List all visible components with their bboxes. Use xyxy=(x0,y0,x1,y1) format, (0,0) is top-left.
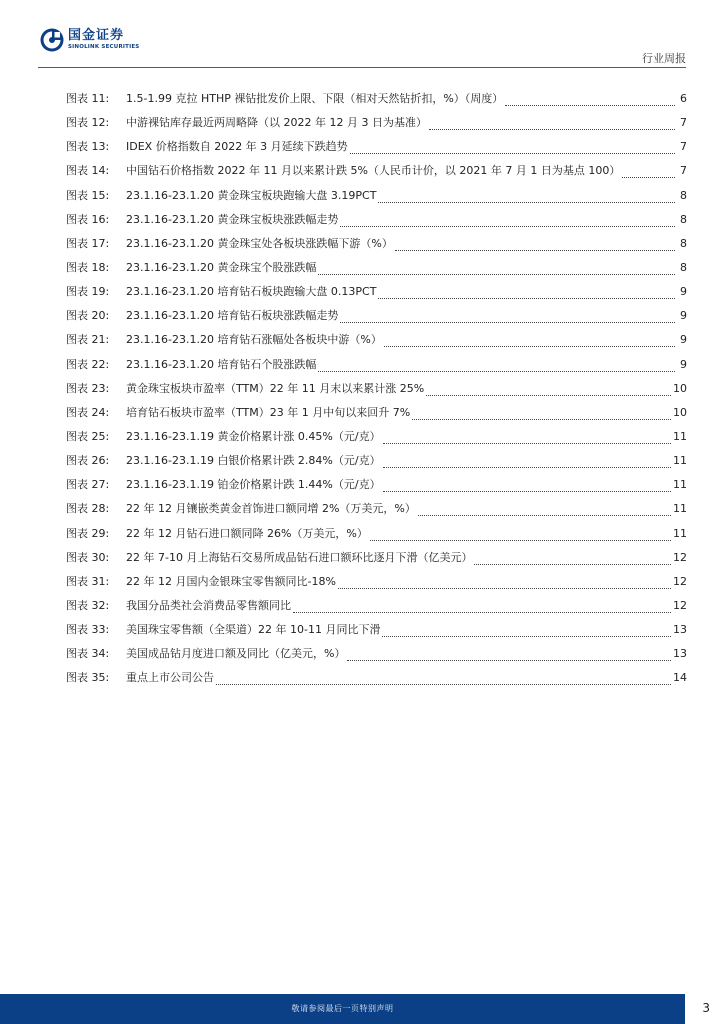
toc-entry-page: 13 xyxy=(673,623,687,637)
toc-entry-label: 图表 18: xyxy=(66,260,110,274)
disclaimer-note: 敬请参阅最后一页特别声明 xyxy=(291,1004,394,1013)
toc-entry-title: 黄金珠宝板块市盈率（TTM）22 年 11 月末以来累计涨 25% xyxy=(126,381,425,395)
toc-entry[interactable] xyxy=(66,331,687,355)
toc-entry-title: 重点上市公司公告 xyxy=(126,671,214,685)
toc-entry-page: 11 xyxy=(673,429,687,443)
toc-leader-dots xyxy=(378,297,675,299)
toc-entry-title: 22 年 12 月镶嵌类黄金首饰进口额同增 2%（万美元，%） xyxy=(126,502,416,516)
toc-leader-dots xyxy=(622,176,675,178)
toc-entry-page: 11 xyxy=(673,454,687,468)
logo-chinese-name: 国金证券 xyxy=(68,28,125,44)
toc-leader-dots xyxy=(350,152,675,154)
toc-leader-dots xyxy=(216,683,671,685)
toc-entry-label: 图表 17: xyxy=(66,236,110,250)
toc-entry-page: 9 xyxy=(680,285,687,299)
toc-entry-title: 22 年 12 月钻石进口额同降 26%（万美元，%） xyxy=(126,526,368,540)
toc-entry-label: 图表 26: xyxy=(66,454,110,468)
company-logo xyxy=(40,28,139,52)
toc-entry-title: 23.1.16-23.1.19 白银价格累计跌 2.84%（元/克） xyxy=(126,454,381,468)
toc-entry[interactable] xyxy=(66,307,687,331)
logo-english-name: SINOLINK SECURITIES xyxy=(68,44,140,51)
toc-entry-page: 10 xyxy=(673,405,687,419)
toc-entry-label: 图表 32: xyxy=(66,598,110,612)
toc-entry[interactable] xyxy=(66,114,687,138)
toc-leader-dots xyxy=(383,466,671,468)
toc-entry-title: 23.1.16-23.1.20 培育钻石个股涨跌幅 xyxy=(126,357,317,371)
toc-entry[interactable] xyxy=(66,259,687,283)
toc-entry[interactable] xyxy=(66,669,687,693)
toc-leader-dots xyxy=(383,490,671,492)
toc-entry-title: 23.1.16-23.1.20 培育钻石涨幅处各板块中游（%） xyxy=(126,333,382,347)
toc-entry[interactable] xyxy=(66,404,687,428)
toc-entry-title: 培育钻石板块市盈率（TTM）23 年 1 月中旬以来回升 7% xyxy=(126,405,411,419)
toc-entry-page: 8 xyxy=(680,212,687,226)
toc-entry[interactable] xyxy=(66,90,687,114)
toc-leader-dots xyxy=(383,442,671,444)
toc-entry-label: 图表 20: xyxy=(66,309,110,323)
toc-entry[interactable] xyxy=(66,549,687,573)
toc-leader-dots xyxy=(429,128,675,130)
toc-entry-title: 23.1.16-23.1.20 黄金珠宝板块跑输大盘 3.19PCT xyxy=(126,188,377,202)
toc-leader-dots xyxy=(293,611,671,613)
toc-leader-dots xyxy=(340,321,675,323)
toc-entry-page: 12 xyxy=(673,598,687,612)
header-divider xyxy=(38,67,686,68)
toc-entry-page: 7 xyxy=(680,140,687,154)
toc-entry-label: 图表 33: xyxy=(66,623,110,637)
toc-leader-dots xyxy=(395,249,675,251)
toc-entry-page: 9 xyxy=(680,357,687,371)
toc-entry-title: 22 年 12 月国内金银珠宝零售额同比-18% xyxy=(126,574,336,588)
toc-entry-page: 6 xyxy=(680,92,687,105)
toc-entry-page: 7 xyxy=(680,164,687,178)
toc-entry[interactable] xyxy=(66,138,687,162)
figure-index-list xyxy=(66,90,687,694)
toc-entry-label: 图表 14: xyxy=(66,164,110,178)
toc-leader-dots xyxy=(474,563,671,565)
toc-entry-page: 12 xyxy=(673,574,687,588)
toc-entry[interactable] xyxy=(66,500,687,524)
toc-entry-label: 图表 16: xyxy=(66,212,110,226)
toc-leader-dots xyxy=(382,635,671,637)
toc-entry[interactable] xyxy=(66,452,687,476)
toc-leader-dots xyxy=(412,418,671,420)
toc-leader-dots xyxy=(378,201,675,203)
toc-entry-label: 图表 23: xyxy=(66,381,110,395)
toc-entry-title: 我国分品类社会消费品零售额同比 xyxy=(126,598,291,612)
toc-entry-page: 12 xyxy=(673,550,687,564)
toc-leader-dots xyxy=(347,659,671,661)
toc-entry-page: 8 xyxy=(680,188,687,202)
toc-entry-label: 图表 31: xyxy=(66,574,110,588)
toc-entry-page: 9 xyxy=(680,309,687,323)
footer-bar xyxy=(0,994,685,1024)
toc-entry-page: 13 xyxy=(673,647,687,661)
toc-leader-dots xyxy=(505,104,675,106)
toc-leader-dots xyxy=(338,587,671,589)
toc-entry-label: 图表 22: xyxy=(66,357,110,371)
page-header xyxy=(0,0,724,68)
report-type-label: 行业周报 xyxy=(642,52,686,65)
toc-entry-title: 1.5-1.99 克拉 HTHP 裸钻批发价上限、下限（相对天然钻折扣，%）（周度） xyxy=(126,92,504,105)
sinolink-logo-icon xyxy=(40,28,64,52)
page-number: 3 xyxy=(702,1001,710,1015)
toc-entry-title: 23.1.16-23.1.19 铂金价格累计跌 1.44%（元/克） xyxy=(126,478,381,492)
toc-entry-page: 8 xyxy=(680,260,687,274)
toc-entry[interactable] xyxy=(66,476,687,500)
toc-entry[interactable] xyxy=(66,187,687,211)
toc-entry-label: 图表 15: xyxy=(66,188,110,202)
toc-entry-title: 美国成品钻月度进口额及同比（亿美元，%） xyxy=(126,647,346,661)
toc-entry-label: 图表 27: xyxy=(66,478,110,492)
toc-entry-title: 23.1.16-23.1.20 黄金珠宝个股涨跌幅 xyxy=(126,260,317,274)
toc-entry[interactable] xyxy=(66,162,687,186)
toc-entry-title: 23.1.16-23.1.20 黄金珠宝处各板块涨跌幅下游（%） xyxy=(126,236,393,250)
toc-leader-dots xyxy=(426,394,671,396)
toc-entry-label: 图表 11: xyxy=(66,92,110,105)
toc-entry-title: 23.1.16-23.1.19 黄金价格累计涨 0.45%（元/克） xyxy=(126,429,381,443)
toc-entry-title: 23.1.16-23.1.20 黄金珠宝板块涨跌幅走势 xyxy=(126,212,339,226)
toc-entry-label: 图表 35: xyxy=(66,671,110,685)
toc-entry[interactable] xyxy=(66,283,687,307)
toc-leader-dots xyxy=(318,273,675,275)
toc-entry-page: 14 xyxy=(673,671,687,685)
toc-entry[interactable] xyxy=(66,645,687,669)
toc-entry[interactable] xyxy=(66,525,687,549)
toc-leader-dots xyxy=(370,539,671,541)
toc-leader-dots xyxy=(340,225,675,227)
toc-entry-page: 11 xyxy=(673,478,687,492)
toc-entry[interactable] xyxy=(66,621,687,645)
toc-entry[interactable] xyxy=(66,573,687,597)
toc-entry-page: 11 xyxy=(673,526,687,540)
toc-entry[interactable] xyxy=(66,428,687,452)
toc-entry-title: 23.1.16-23.1.20 培育钻石板块涨跌幅走势 xyxy=(126,309,339,323)
toc-entry-title: 美国珠宝零售额（全渠道）22 年 10-11 月同比下滑 xyxy=(126,623,381,637)
toc-entry-label: 图表 21: xyxy=(66,333,110,347)
toc-entry-page: 10 xyxy=(673,381,687,395)
toc-entry-label: 图表 24: xyxy=(66,405,110,419)
toc-entry-label: 图表 13: xyxy=(66,140,110,154)
toc-leader-dots xyxy=(318,370,675,372)
toc-entry-title: 23.1.16-23.1.20 培育钻石板块跑输大盘 0.13PCT xyxy=(126,285,377,299)
toc-entry-label: 图表 25: xyxy=(66,429,110,443)
toc-entry-title: 22 年 7-10 月上海钻石交易所成品钻石进口额环比逐月下滑（亿美元） xyxy=(126,550,473,564)
toc-entry[interactable] xyxy=(66,356,687,380)
toc-entry[interactable] xyxy=(66,597,687,621)
toc-entry-page: 8 xyxy=(680,236,687,250)
toc-entry-label: 图表 34: xyxy=(66,647,110,661)
toc-entry-title: 中国钻石价格指数 2022 年 11 月以来累计跌 5%（人民币计价，以 2021 年 7 月 1 日为基点 100） xyxy=(126,164,621,178)
toc-entry-page: 9 xyxy=(680,333,687,347)
toc-entry[interactable] xyxy=(66,211,687,235)
toc-leader-dots xyxy=(418,514,671,516)
toc-entry-title: 中游裸钻库存最近两周略降（以 2022 年 12 月 3 日为基准） xyxy=(126,116,427,130)
toc-entry-title: IDEX 价格指数自 2022 年 3 月延续下跌趋势 xyxy=(126,140,348,154)
toc-entry[interactable] xyxy=(66,380,687,404)
toc-entry-label: 图表 28: xyxy=(66,502,110,516)
toc-entry-label: 图表 19: xyxy=(66,285,110,299)
toc-entry-page: 11 xyxy=(673,502,687,516)
toc-entry[interactable] xyxy=(66,235,687,259)
toc-entry-page: 7 xyxy=(680,116,687,130)
toc-leader-dots xyxy=(384,345,675,347)
toc-entry-label: 图表 12: xyxy=(66,116,110,130)
toc-entry-label: 图表 30: xyxy=(66,550,110,564)
toc-entry-label: 图表 29: xyxy=(66,526,110,540)
